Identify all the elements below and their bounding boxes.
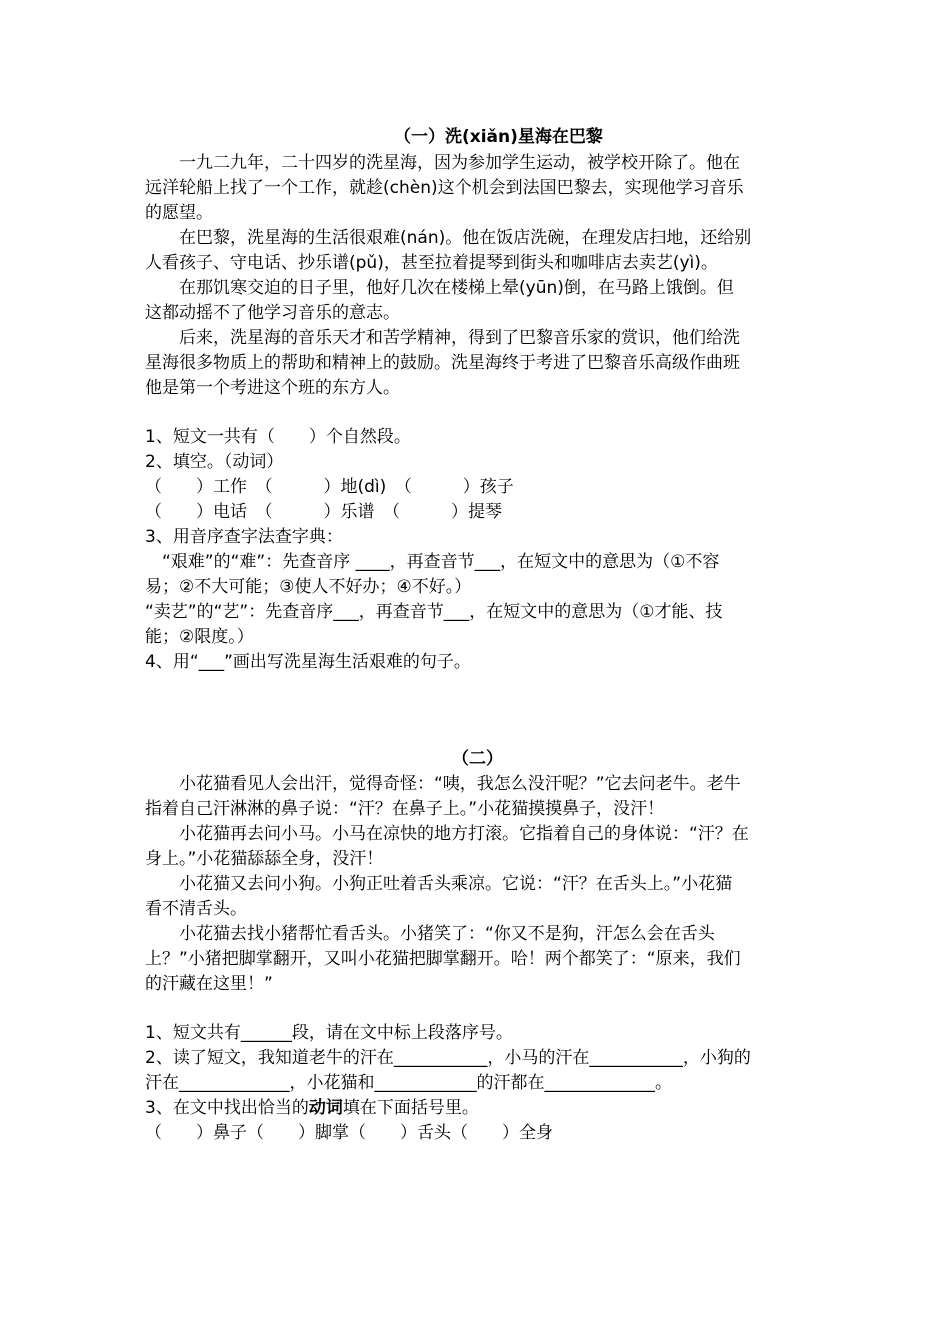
passage-line: 远洋轮船上找了一个工作，就趁(chèn)这个机会到法国巴黎去，实现他学习音乐 [145,178,744,198]
passage-line: 指着自己汗淋淋的鼻子说：“汗？在鼻子上。”小花猫摸摸鼻子，没汗！ [145,799,665,819]
question-keyword: 动词 [308,1098,343,1118]
passage-line: 一九二九年，二十四岁的洗星海，因为参加学生运动，被学校开除了。他在 [145,153,740,173]
question-line: 3、用音序查字法查字典： [145,527,343,547]
passage-line: 他是第一个考进这个班的东方人。 [145,378,400,398]
question-line [145,1095,815,1121]
question-line: 2、填空。（动词） [145,452,284,472]
passage-line: 小花猫又去问小狗。小狗正吐着舌头乘凉。它说：“汗？在舌头上。”小花猫 [145,874,733,894]
passage-line: 的汗藏在这里！” [145,974,273,994]
passage-line: 看不清舌头。 [145,899,247,919]
passage-line: 在那饥寒交迫的日子里，他好几次在楼梯上晕(yūn)倒，在马路上饿倒。但 [145,278,734,298]
question-line: “卖艺”的“艺”：先查音序___，再查音节___，在短文中的意思为（①才能、技 [145,602,723,622]
question-text: 3、在文中找出恰当的 [145,1098,309,1118]
question-line: （ ）电话 （ ）乐谱 （ ）提琴 [145,502,502,522]
question-line: 1、短文一共有（ ）个自然段。 [145,427,411,447]
question-line: 易；②不大可能；③使人不好办；④不好。） [145,577,472,597]
question-line: “艰难”的“难”：先查音序 ____，再查音节___，在短文中的意思为（①不容 [145,552,720,572]
question-line: 能；②限度。） [145,627,254,647]
question-line: 2、读了短文，我知道老牛的汗在___________，小马的汗在___________，小狗的 [145,1048,751,1068]
passage-line: 后来，洗星海的音乐天才和苦学精神，得到了巴黎音乐家的赏识，他们给洗 [145,328,740,348]
question-line: （ ）鼻子（ ）脚掌（ ）舌头（ ）全身 [145,1123,553,1143]
question-line: （ ）工作 （ ）地(dì) （ ）孩子 [145,477,514,497]
question-line: 4、用“___”画出写洗星海生活艰难的句子。 [145,652,471,672]
passage-line: 身上。”小花猫舔舔全身，没汗！ [145,849,384,869]
section1-title: （一）洗(xiǎn)星海在巴黎 [394,127,603,147]
question-line: 汗在_____________，小花猫和____________的汗都在_____________。 [145,1073,672,1093]
question-text: 填在下面括号里。 [342,1098,479,1118]
passage-line: 小花猫去找小猪帮忙看舌头。小猪笑了：“你又不是狗，汗怎么会在舌头 [145,924,715,944]
passage-line: 星海很多物质上的帮助和精神上的鼓励。洗星海终于考进了巴黎音乐高级作曲班 [145,353,740,373]
passage-line: 的愿望。 [145,203,213,223]
passage-line: 小花猫再去问小马。小马在凉快的地方打滚。它指着自己的身体说：“汗？在 [145,824,749,844]
passage-line: 人看孩子、守电话、抄乐谱(pǔ)，甚至拉着提琴到街头和咖啡店去卖艺(yì)。 [145,253,718,273]
passage-line: 上？”小猪把脚掌翻开，又叫小花猫把脚掌翻开。哈！两个都笑了：“原来，我们 [145,949,741,969]
passage-line: 在巴黎，洗星海的生活很艰难(nán)。他在饭店洗碗，在理发店扫地，还给别 [145,228,752,248]
passage-line: 小花猫看见人会出汗，觉得奇怪：“咦，我怎么没汗呢？”它去问老牛。老牛 [145,774,741,794]
passage-line: 这都动摇不了他学习音乐的意志。 [145,303,400,323]
section2-title: （二） [452,749,503,769]
question-line: 1、短文共有______段，请在文中标上段落序号。 [145,1023,513,1043]
